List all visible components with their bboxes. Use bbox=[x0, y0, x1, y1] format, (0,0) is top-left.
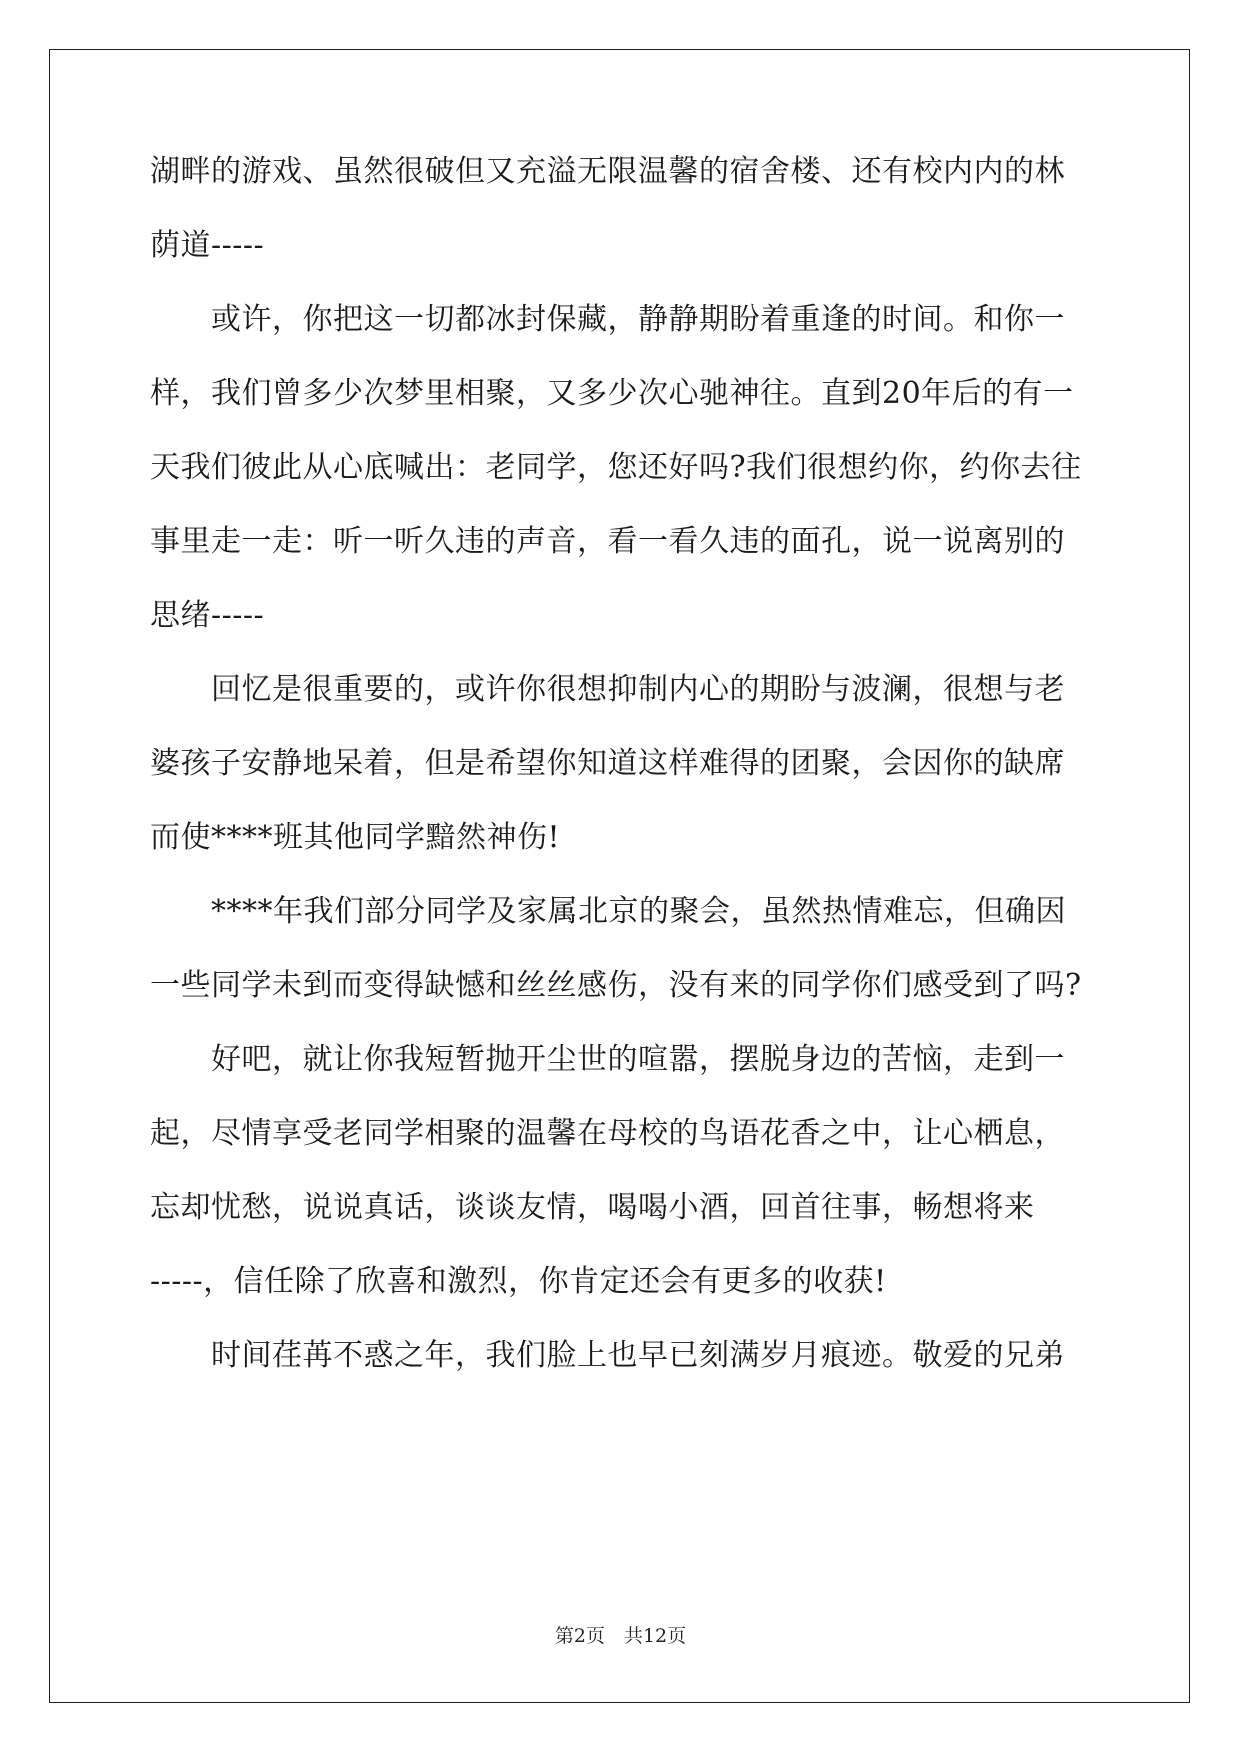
page-border bbox=[49, 49, 1190, 1703]
text-line: 样，我们曾多少次梦里相聚，又多少次心驰神往。直到20年后的有一 bbox=[150, 376, 1074, 411]
text-line: -----，信任除了欣喜和激烈，你肯定还会有更多的收获! bbox=[150, 1264, 887, 1299]
text-line: 天我们彼此从心底喊出：老同学，您还好吗?我们很想约你，约你去往 bbox=[150, 450, 1082, 485]
text-line: 思绪----- bbox=[150, 598, 265, 633]
text-line: 忘却忧愁，说说真话，谈谈友情，喝喝小酒，回首往事，畅想将来 bbox=[150, 1190, 1035, 1225]
text-line: 荫道----- bbox=[150, 228, 265, 263]
text-line: 一些同学未到而变得缺憾和丝丝感伤，没有来的同学你们感受到了吗? bbox=[150, 968, 1082, 1003]
text-line: 而使****班其他同学黯然神伤! bbox=[150, 820, 561, 855]
text-line: 时间荏苒不惑之年，我们脸上也早已刻满岁月痕迹。敬爱的兄弟 bbox=[150, 1338, 1065, 1373]
text-line: 婆孩子安静地呆着，但是希望你知道这样难得的团聚，会因你的缺席 bbox=[150, 746, 1065, 781]
page-number-footer: 第2页 共12页 bbox=[554, 1625, 687, 1647]
text-line: 回忆是很重要的，或许你很想抑制内心的期盼与波澜，很想与老 bbox=[150, 672, 1065, 707]
text-line: ****年我们部分同学及家属北京的聚会，虽然热情难忘，但确因 bbox=[150, 894, 1066, 929]
text-line: 或许，你把这一切都冰封保藏，静静期盼着重逢的时间。和你一 bbox=[150, 302, 1065, 337]
text-line: 湖畔的游戏、虽然很破但又充溢无限温馨的宿舍楼、还有校内内的林 bbox=[150, 154, 1065, 189]
text-line: 起，尽情享受老同学相聚的温馨在母校的鸟语花香之中，让心栖息， bbox=[150, 1116, 1065, 1151]
text-line: 事里走一走：听一听久违的声音，看一看久违的面孔，说一说离别的 bbox=[150, 524, 1065, 559]
text-line: 好吧，就让你我短暂抛开尘世的喧嚣，摆脱身边的苦恼，走到一 bbox=[150, 1042, 1065, 1077]
